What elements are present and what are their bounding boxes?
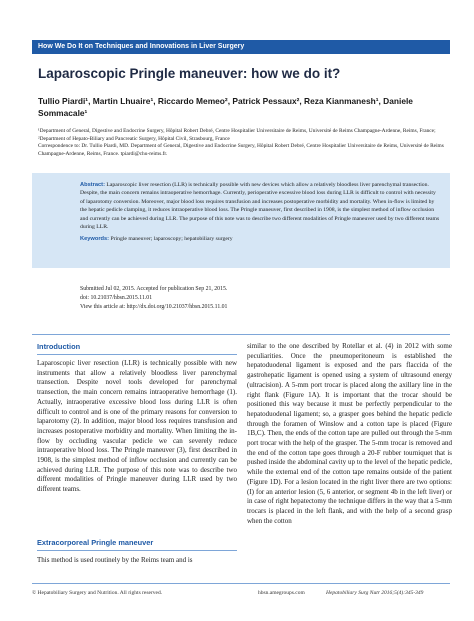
affiliations-block	[38, 128, 448, 158]
right-column-text: similar to the one described by Rotellar et al. (4) in 2012 with some peculiarities. Once the pneumoperitoneum is established the hepatoduodenal ligament is exposed and the pars flaccida of the gastrohepatic ligament is opened using a system of ultrasound energy (ultracision). A 5-mm port trocar is placed along the axillary line in the right flank (Figure 1A). It is important that the trocar should be positioned this way because it must be perfectly perpendicular to the hepatoduodenal ligament; so, a grasper goes behind the hepatic pedicle through the foramen of Winslow and a cotton tape is placed (Figure 1B,C). Then, the ends of the cotton tape are pulled out through the 5-mm port trocar with the help of the grasper. The 5-mm trocar is removed and the end of the cotton tape goes through a 20-F rubber tourniquet that is pushed inside the abdominal cavity up to the level of the hepatic pedicle, while the external end of the cotton tape remains outside of the patient (Figure 1D). For a lesion located in the right liver there are two options: (I) for an anterior lesion (5, 6 anterior, or segment 4b in the left liver) or in case of right hepatectomy the technique differs in the way that a 5-mm trocars is placed in the left flank, and with the help of a second grasp when the cotton	[247, 342, 452, 525]
keywords-label: Keywords:	[80, 236, 110, 243]
affiliations: ¹Department of General, Digestive and Endocrine Surgery, Hôpital Robert Debré, Centre Hospitalier Universitaire de Reims, Université de Reims Champagne-Ardenne, Reims, France; ²Department of Hepato-Biliary and Pancreatic Surgery, Hôpital Civil, Strasbourg, France	[38, 128, 436, 142]
abstract-text: Laparoscopic liver resection (LLR) is technically possible with new devices which allow a relatively bloodless liver parenchymal transection. Despite, the main concern remains intraoperative hemorrhage. Currently, perioperative excessive blood loss during LLR is difficult to control with necessity of laparotomy conversion. Moreover, major blood loss requires transfusion and increases postoperative morbidity and mortality. When in-flow is limited by the hepatic pedicle clamping, it reduces intraoperative blood loss. The Pringle maneuver, first described in 1908, is the simplest method of inflow occlusion and currently can be achieved during LLR. The purpose of this note was to describe two different modalities of Pringle maneuver used by two different teams during LLR.	[80, 182, 440, 231]
keywords-paragraph	[80, 235, 440, 243]
extracorporeal-heading: Extracorporeal Pringle maneuver	[37, 538, 154, 547]
journal-section-band: How We Do It on Techniques and Innovations in Liver Surgery	[32, 40, 450, 54]
abstract-paragraph	[80, 181, 440, 231]
article-title: Laparoscopic Pringle maneuver: how we do it?	[38, 66, 341, 81]
abstract-label: Abstract:	[80, 182, 105, 188]
footer-rule	[32, 583, 450, 584]
correspondence: Correspondence to: Dr. Tullio Piardi, MD. Department of General, Digestive and Endocrine Surgery, Hôpital Robert Debré, Centre Hospitalier Universitaire de Reims, Université de Reims Champagne-Ardenne, Reims, France. tpiardi@chu-reims.fr.	[38, 143, 444, 157]
view-article-link[interactable]: View this article at: http://dx.doi.org/10.21037/hbsn.2015.11.01	[80, 304, 228, 310]
extracorporeal-text: This method is used routinely by the Reims team and is	[37, 556, 193, 564]
submitted-line: Submitted Jul 02, 2015. Accepted for publication Sep 21, 2015.	[80, 286, 228, 292]
keywords-text: Pringle maneuver; laparoscopy; hepatobiliary surgery	[110, 236, 233, 243]
introduction-text: Laparoscopic liver resection (LLR) is technically possible with new instruments that allow a relatively bloodless liver parenchymal transection. Despite novel tools developed for parenchymal transection, the main concern remains intraoperative hemorrhage (1). Actually, intraoperative excessive blood loss during LLR is often difficult to control and is one of the primary reasons for conversion to laparotomy (2). In addition, major blood loss requires transfusion and increases postoperative morbidity and mortality. When limiting the in-flow by occluding vascular pedicle we can severely reduce intraoperative blood loss. The Pringle maneuver (3), first described in 1908, is the simplest method of inflow occlusion and currently can be achieved during LLR. The purpose of this note was to describe two different modalities of Pringle maneuver during LLR used by two different teams.	[37, 359, 237, 494]
doi-line: doi: 10.21037/hbsn.2015.11.01	[80, 295, 153, 301]
footer-website[interactable]: hbsn.amegroups.com	[258, 590, 305, 596]
footer-citation: Hepatobiliary Surg Nutr 2016;5(4):345-349	[326, 590, 424, 596]
introduction-heading: Introduction	[37, 342, 81, 351]
footer-copyright: © Hepatobiliary Surgery and Nutrition. All rights reserved.	[32, 590, 163, 596]
author-list: Tullio Piardi¹, Martin Lhuaire¹, Riccardo Memeo², Patrick Pessaux², Reza Kianmanesh¹, Daniele Sommacale¹	[38, 96, 413, 118]
publication-info	[80, 285, 440, 312]
extracorporeal-heading-rule	[37, 550, 237, 551]
divider-rule	[32, 334, 450, 335]
introduction-heading-rule	[37, 354, 237, 355]
abstract-box	[32, 173, 450, 268]
